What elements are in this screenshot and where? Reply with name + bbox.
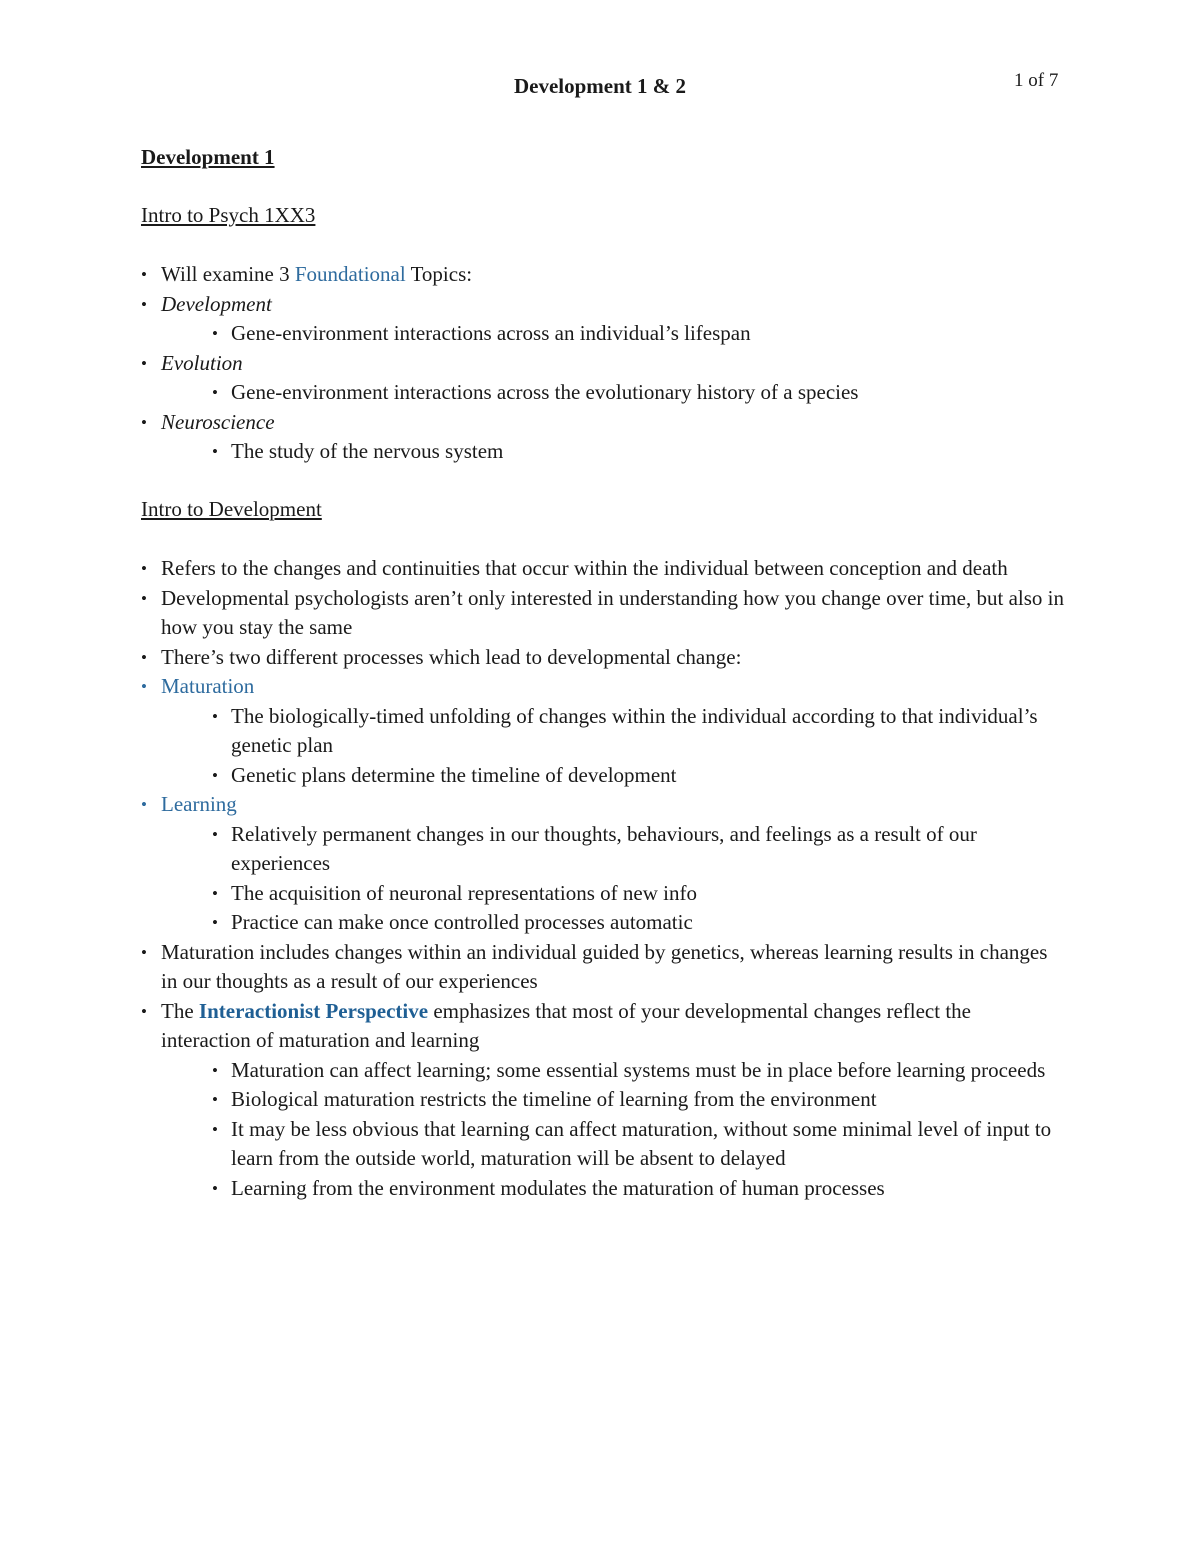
learning-term: Learning (161, 792, 237, 816)
bullet-icon: • (212, 883, 218, 903)
list-item: • It may be less obvious that learning can affect maturation, without some minimal level of input to learn from the outside world, maturation will be absent to delayed (212, 1116, 1052, 1170)
list-item (141, 349, 1066, 379)
intro-development-list (141, 554, 1066, 1203)
bullet-icon: • (141, 647, 147, 667)
bullet-icon: • (141, 942, 147, 962)
bullet-icon: • (212, 1178, 218, 1198)
bullet-icon: • (212, 442, 218, 461)
bullet-icon: • (141, 559, 147, 578)
list-item: • Maturation includes changes within an individual guided by genetics, whereas learning results in changes in our thoughts as a result of our experiences (141, 939, 1048, 993)
list-item: • Genetic plans determine the timeline of development (141, 761, 1066, 791)
list-item (141, 408, 1066, 438)
list-item: • Gene-environment interactions across an individual’s lifespan (141, 319, 1066, 349)
list-item: • Developmental psychologists aren’t only interested in understanding how you change over time, but also in how you stay the same (141, 585, 1064, 639)
bullet-icon: • (141, 795, 147, 814)
bullet-icon: • (141, 677, 147, 696)
bullet-icon: • (141, 294, 147, 314)
document-title: Development 1 & 2 (513, 74, 687, 98)
interactionist-perspective-term: Interactionist Perspective (198, 998, 429, 1023)
bullet-icon: • (141, 588, 147, 608)
list-item: • Learning from the environment modulates the maturation of human processes (141, 1174, 1066, 1204)
list-item (141, 672, 1066, 702)
bullet-icon: • (212, 824, 218, 844)
foundational-term: Foundational (294, 262, 406, 286)
list-item (141, 790, 1066, 820)
bullet-icon: • (141, 265, 147, 284)
list-item: • Gene-environment interactions across the evolutionary history of a species (141, 378, 1066, 408)
bullet-icon: • (212, 383, 218, 402)
list-item: • The study of the nervous system (141, 437, 1066, 467)
bullet-icon: • (212, 324, 218, 343)
list-item: • Will examine 3 Foundational Topics: (141, 260, 1066, 290)
list-item: • Relatively permanent changes in our thoughts, behaviours, and feelings as a result of our experiences (212, 821, 977, 875)
intro-psych-list (141, 260, 1066, 467)
bullet-icon: • (212, 765, 218, 785)
list-item: • The biologically-timed unfolding of changes within the individual according to that individual’s genetic plan (212, 703, 1038, 757)
list-item: • Maturation can affect learning; some essential systems must be in place before learning proceeds (141, 1056, 1066, 1086)
list-item: • There’s two different processes which lead to developmental change: (141, 643, 1066, 673)
bullet-icon: • (212, 1119, 218, 1139)
page-number: 1 of 7 (1014, 70, 1059, 91)
bullet-icon: • (212, 706, 218, 726)
bullet-icon: • (212, 1090, 218, 1109)
maturation-term: Maturation (161, 674, 255, 698)
topic-development: Development (161, 291, 272, 316)
list-item (141, 290, 1066, 320)
list-item: • Practice can make once controlled processes automatic (141, 908, 1066, 938)
bullet-icon: • (141, 412, 147, 432)
list-item: • The acquisition of neuronal representations of new info (141, 879, 1066, 909)
intro-development-heading: Intro to Development (141, 497, 322, 521)
bullet-icon: • (212, 913, 218, 932)
list-item: • Biological maturation restricts the timeline of learning from the environment (141, 1085, 1066, 1115)
list-item: • The Interactionist Perspective emphasizes that most of your developmental changes reflect the interaction of maturation and learning (141, 998, 971, 1052)
intro-psych-heading: Intro to Psych 1XX3 (141, 203, 316, 227)
bullet-icon: • (141, 353, 147, 373)
bullet-icon: • (212, 1060, 218, 1080)
topic-neuroscience: Neuroscience (161, 409, 275, 434)
list-item: • Refers to the changes and continuities that occur within the individual between conception and death (141, 554, 1066, 584)
section-heading: Development 1 (141, 145, 275, 169)
bullet-icon: • (141, 1001, 147, 1021)
topic-evolution: Evolution (161, 350, 243, 375)
